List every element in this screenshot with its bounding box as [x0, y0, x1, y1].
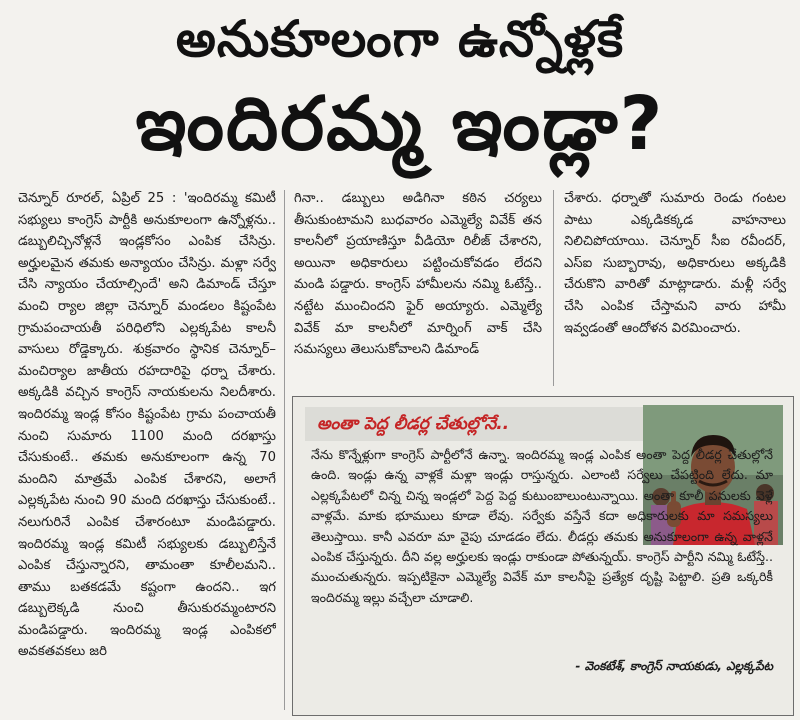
article-text-2: గినా.. డబ్బులు అడిగినా కఠిన చర్యలు తీసుకుంటామని బుధవారం ఎమ్మెల్యే వివేక్ తన కాలనీలో ప్రయాణిస్తూ వీడియో రిలీజ్ చేశారని, అయినా అధికారులు పట్టించుకోవడం లేదని మండి పడ్డారు. కాంగ్రెస్ హామీలను నమ్మి ఓటేస్తే.. నట్టేట ముంచిందని ఫైర్ అయ్యారు. ఎమ్మెల్యే వివేక్ మా కాలనీలో మార్నింగ్ వాక్ చేసి సమస్యలు తెలుసుకోవాలని డిమాండ్	[294, 191, 542, 358]
article-text-3: చేశారు. ధర్నాతో సుమారు రెండు గంటల పాటు ఎక్కడికక్కడ వాహనాలు నిలిచిపోయాయి. చెన్నూర్ సీఐ రవీందర్, ఎస్ఐ సుబ్బారావు, అధికారులు అక్కడికి చేరుకొని వారితో మాట్లాడారు. మళ్లీ సర్వే చేసి ఎంపిక చేస్తామని వారు హామీ ఇవ్వడంతో ఆందోళన విరమించారు.	[564, 191, 786, 336]
column-divider	[284, 190, 285, 710]
column-divider	[553, 190, 554, 386]
article-column-1	[18, 188, 276, 708]
article-column-2	[294, 188, 542, 388]
headline-line-1: అనుకూలంగా ఉన్నోళ్లకే	[175, 10, 625, 68]
headline-line-2: ఇందిరమ్మ ఇండ్లా?	[135, 81, 665, 167]
quote-box-heading: అంతా పెద్ద లీడర్ల చేతుల్లోనే..	[305, 407, 652, 441]
article-text-1: చెన్నూర్ రూరల్, ఏప్రిల్ 25 : 'ఇందిరమ్మ కమిటీ సభ్యులు కాంగ్రెస్ పార్టీకి అనుకూలంగా ఉన్నోళ్లను.. డబ్బులిచ్చినోళ్లనే ఇండ్లకోసం ఎంపిక చేసిన్రు. అర్హులమైన తమకు అన్యాయం చేసిన్రు. మళ్లా సర్వే చేసి న్యాయం చేయాల్సిందే' అని డిమాండ్ చేస్తూ మంచి ర్యాల జిల్లా చెన్నూర్ మండలం కిష్టంపేట గ్రామపంచాయతీ పరిధిలోని ఎల్లక్కపేట కాలనీ వాసులు రోడ్డెక్కారు. శుక్రవారం స్థానిక చెన్నూర్–మంచిర్యాల జాతీయ రహదారిపై ధర్నా చేశారు. అక్కడికి వచ్చిన కాంగ్రెస్ నాయకులను నిలదీశారు. ఇందిరమ్మ ఇండ్ల కోసం కిష్టంపేట గ్రామ పంచాయతీ నుంచి సుమారు 1100 మంది దరఖాస్తు చేసుకుంటే.. తమకు అనుకూలంగా ఉన్న 70 మందిని మాత్రమే ఎంపిక చేశారని, అలాగే ఎల్లక్కపేట నుంచి 90 మంది దరఖాస్తు చేసుకుంటే.. నలుగురినే ఎంపిక చేశారంటూ మండిపడ్డారు. ఇందిరమ్మ ఇండ్ల కమిటీ సభ్యులకు డబ్బులిస్తేనే ఎంపిక చేస్తున్నారని, తామంతా కూలీలమని.. తాము బతకడమే కష్టంగా ఉందని.. ఇగ డబ్బులెక్కడి నుంచి తీసుకురమ్మంటారని మండిపడ్డారు. ఇందిరమ్మ ఇండ్ల ఎంపికలో అవకతవకలు జరి	[18, 191, 276, 660]
quote-text	[311, 445, 773, 608]
quote-paragraph: నేను కొన్నేళ్లుగా కాంగ్రెస్ పార్టీలోనే ఉన్నా. ఇందిరమ్మ ఇండ్ల ఎంపిక అంతా పెద్ద లీడర్ల చేతుల్లోనే ఉంది. ఇండ్లు ఉన్న వాళ్లకే మళ్లా ఇండ్లు రాస్తున్నరు. ఎలాంటి సర్వేలు చేపట్టింది లేదు. మా ఎల్లక్కపేటలో చిన్న చిన్న ఇండ్లలో పెద్ద పెద్ద కుటుంబాలుంటున్నాయి. అంతా కూలీ పనులకు వెళ్లే వాళ్లమే. మాకు భూములు కూడా లేవు. సర్వేకు వస్తేనే కదా అధికారులకు మా సమస్యలు తెలుస్తాయి. కానీ ఎవరూ మా వైపు చూడడం లేదు. లీడర్లు తమకు అనుకూలంగా ఉన్న వాళ్లనే ఎంపిక చేస్తున్నరు. దీని వల్ల అర్హులకు ఇండ్లు రాకుండా పోతున్నయ్. కాంగ్రెస్ పార్టీని నమ్మి ఓటేస్తే.. ముంచుతున్నరు. ఇప్పటికైనా ఎమ్మెల్యే వివేక్ మా కాలనీపై ప్రత్యేక దృష్టి పెట్టాలి. ప్రతి ఒక్కరికీ ఇందిరమ్మ ఇల్లు వచ్చేలా చూడాలి.	[311, 447, 773, 605]
article-column-3	[564, 188, 786, 388]
quote-box	[292, 396, 794, 716]
quote-signature: - వెంకటేశ్, కాంగ్రెస్ నాయకుడు, ఎల్లక్కపేట	[575, 659, 773, 673]
